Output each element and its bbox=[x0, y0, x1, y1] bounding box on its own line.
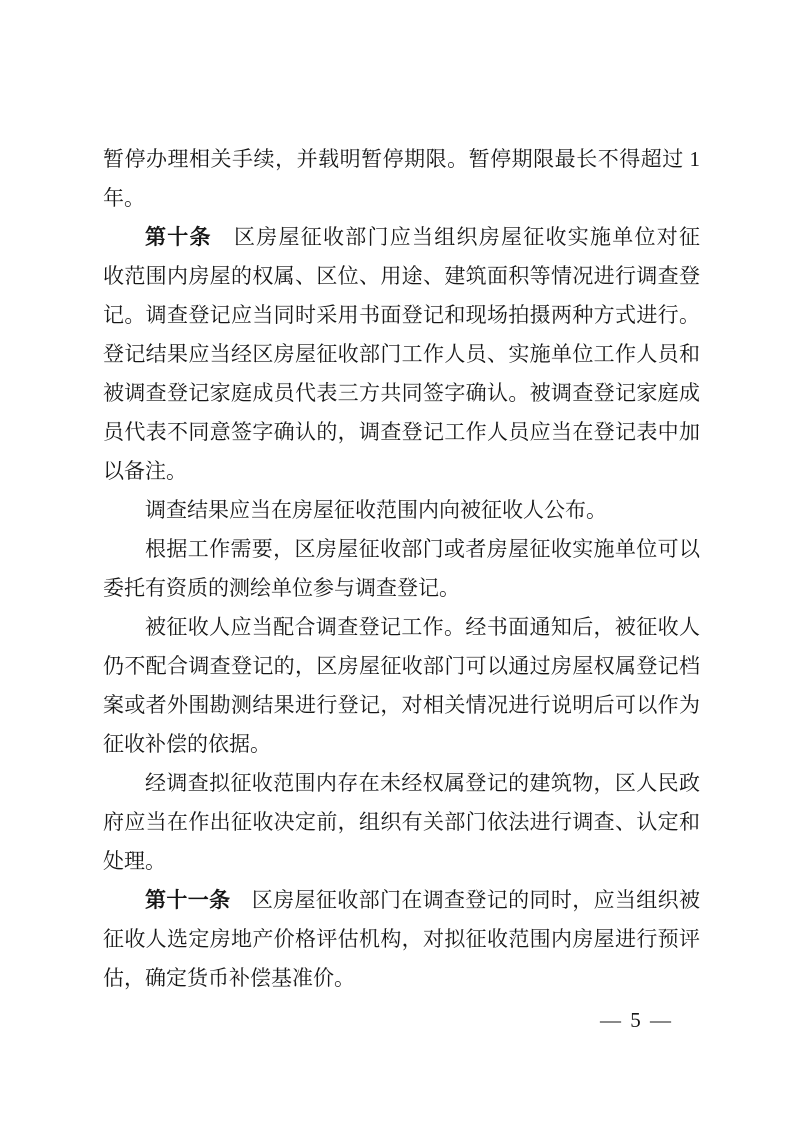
text-line: 被调查登记家庭成员代表三方共同签字确认。被调查登记家庭成 bbox=[103, 381, 700, 405]
text-line: 第十一条 区房屋征收部门在调查登记的同时，应当组织被 bbox=[145, 888, 700, 912]
text-line: 案或者外围勘测结果进行登记，对相关情况进行说明后可以作为 bbox=[103, 693, 700, 717]
text-line: 府应当在作出征收决定前，组织有关部门依法进行调查、认定和 bbox=[103, 810, 700, 834]
text-line: 征收人选定房地产价格评估机构，对拟征收范围内房屋进行预评 bbox=[103, 927, 700, 951]
document-text bbox=[103, 140, 700, 998]
text-line: 以备注。 bbox=[103, 459, 187, 483]
article-heading: 第十一条 bbox=[145, 889, 231, 912]
text-line: 估，确定货币补偿基准价。 bbox=[103, 966, 355, 990]
text-line: 被征收人应当配合调查登记工作。经书面通知后，被征收人 bbox=[145, 615, 700, 639]
text-line: 经调查拟征收范围内存在未经权属登记的建筑物，区人民政 bbox=[145, 771, 700, 795]
text-line: 仍不配合调查登记的，区房屋征收部门可以通过房屋权属登记档 bbox=[103, 654, 700, 678]
text-line: 根据工作需要，区房屋征收部门或者房屋征收实施单位可以 bbox=[145, 537, 700, 561]
text-line: 记。调查登记应当同时采用书面登记和现场拍摄两种方式进行。 bbox=[103, 303, 700, 327]
text-line: 委托有资质的测绘单位参与调查登记。 bbox=[103, 576, 460, 600]
text-line: 调查结果应当在房屋征收范围内向被征收人公布。 bbox=[145, 498, 607, 522]
text-line: 第十条 区房屋征收部门应当组织房屋征收实施单位对征 bbox=[145, 225, 700, 249]
text-line: 暂停办理相关手续，并载明暂停期限。暂停期限最长不得超过 1 bbox=[103, 147, 700, 171]
article-heading: 第十条 bbox=[145, 226, 212, 249]
text-line: 员代表不同意签字确认的，调查登记工作人员应当在登记表中加 bbox=[103, 420, 700, 444]
text-line: 处理。 bbox=[103, 849, 166, 873]
text-line: 收范围内房屋的权属、区位、用途、建筑面积等情况进行调查登 bbox=[103, 264, 700, 288]
text-line: 征收补偿的依据。 bbox=[103, 732, 271, 756]
text-line: 年。 bbox=[103, 186, 145, 210]
text-line: 登记结果应当经区房屋征收部门工作人员、实施单位工作人员和 bbox=[103, 342, 700, 366]
page-number: — 5 — bbox=[600, 1008, 673, 1032]
